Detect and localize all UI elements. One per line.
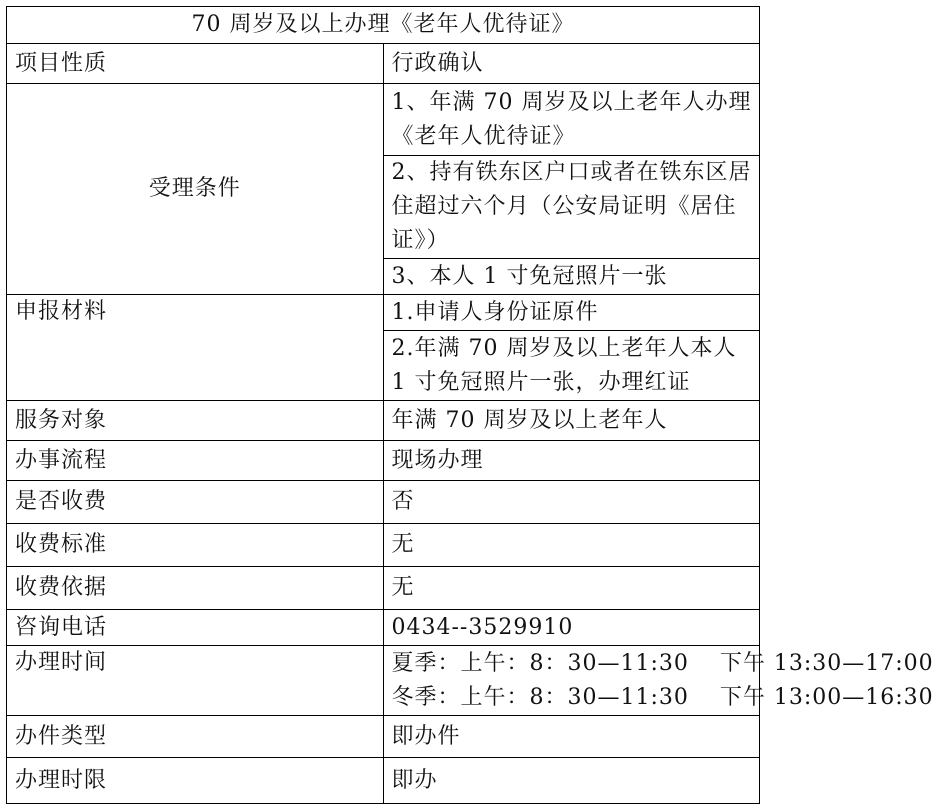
nature-label: 项目性质: [7, 44, 384, 84]
hours-label: 办理时间: [7, 646, 384, 716]
fee-basis-label: 收费依据: [7, 567, 384, 610]
fee-value: 否: [383, 481, 760, 524]
fee-basis-value: 无: [383, 567, 760, 610]
process-value: 现场办理: [383, 441, 760, 481]
material-item-2: 2.年满 70 周岁及以上老年人本人 1 寸免冠照片一张，办理红证: [383, 331, 760, 401]
process-label: 办事流程: [7, 441, 384, 481]
conditions-label: 受理条件: [7, 84, 384, 295]
materials-label: 申报材料: [7, 295, 384, 401]
hours-winter: 冬季：上午：8：30—11:30 下午 13:00—16:30: [391, 684, 934, 710]
condition-item-3: 3、本人 1 寸免冠照片一张: [383, 259, 760, 295]
target-value: 年满 70 周岁及以上老年人: [383, 401, 760, 441]
condition-item-2: 2、持有铁东区户口或者在铁东区居住超过六个月（公安局证明《居住证》）: [383, 156, 760, 259]
document-title: 70 周岁及以上办理《老年人优待证》: [7, 7, 760, 44]
nature-value: 行政确认: [383, 44, 760, 84]
time-limit-label: 办理时限: [7, 758, 384, 804]
hours-value: [383, 646, 934, 716]
time-limit-value: 即办: [383, 758, 760, 804]
type-value: 即办件: [383, 716, 760, 758]
hours-summer: 夏季：上午：8：30—11:30 下午 13:30—17:00: [391, 650, 934, 676]
condition-item-1: 1、年满 70 周岁及以上老年人办理《老年人优待证》: [383, 84, 760, 156]
fee-standard-value: 无: [383, 524, 760, 567]
phone-label: 咨询电话: [7, 610, 384, 646]
fee-label: 是否收费: [7, 481, 384, 524]
type-label: 办件类型: [7, 716, 384, 758]
phone-value: 0434--3529910: [383, 610, 760, 646]
target-label: 服务对象: [7, 401, 384, 441]
material-item-1: 1.申请人身份证原件: [383, 295, 760, 331]
fee-standard-label: 收费标准: [7, 524, 384, 567]
service-info-table: [6, 6, 934, 804]
